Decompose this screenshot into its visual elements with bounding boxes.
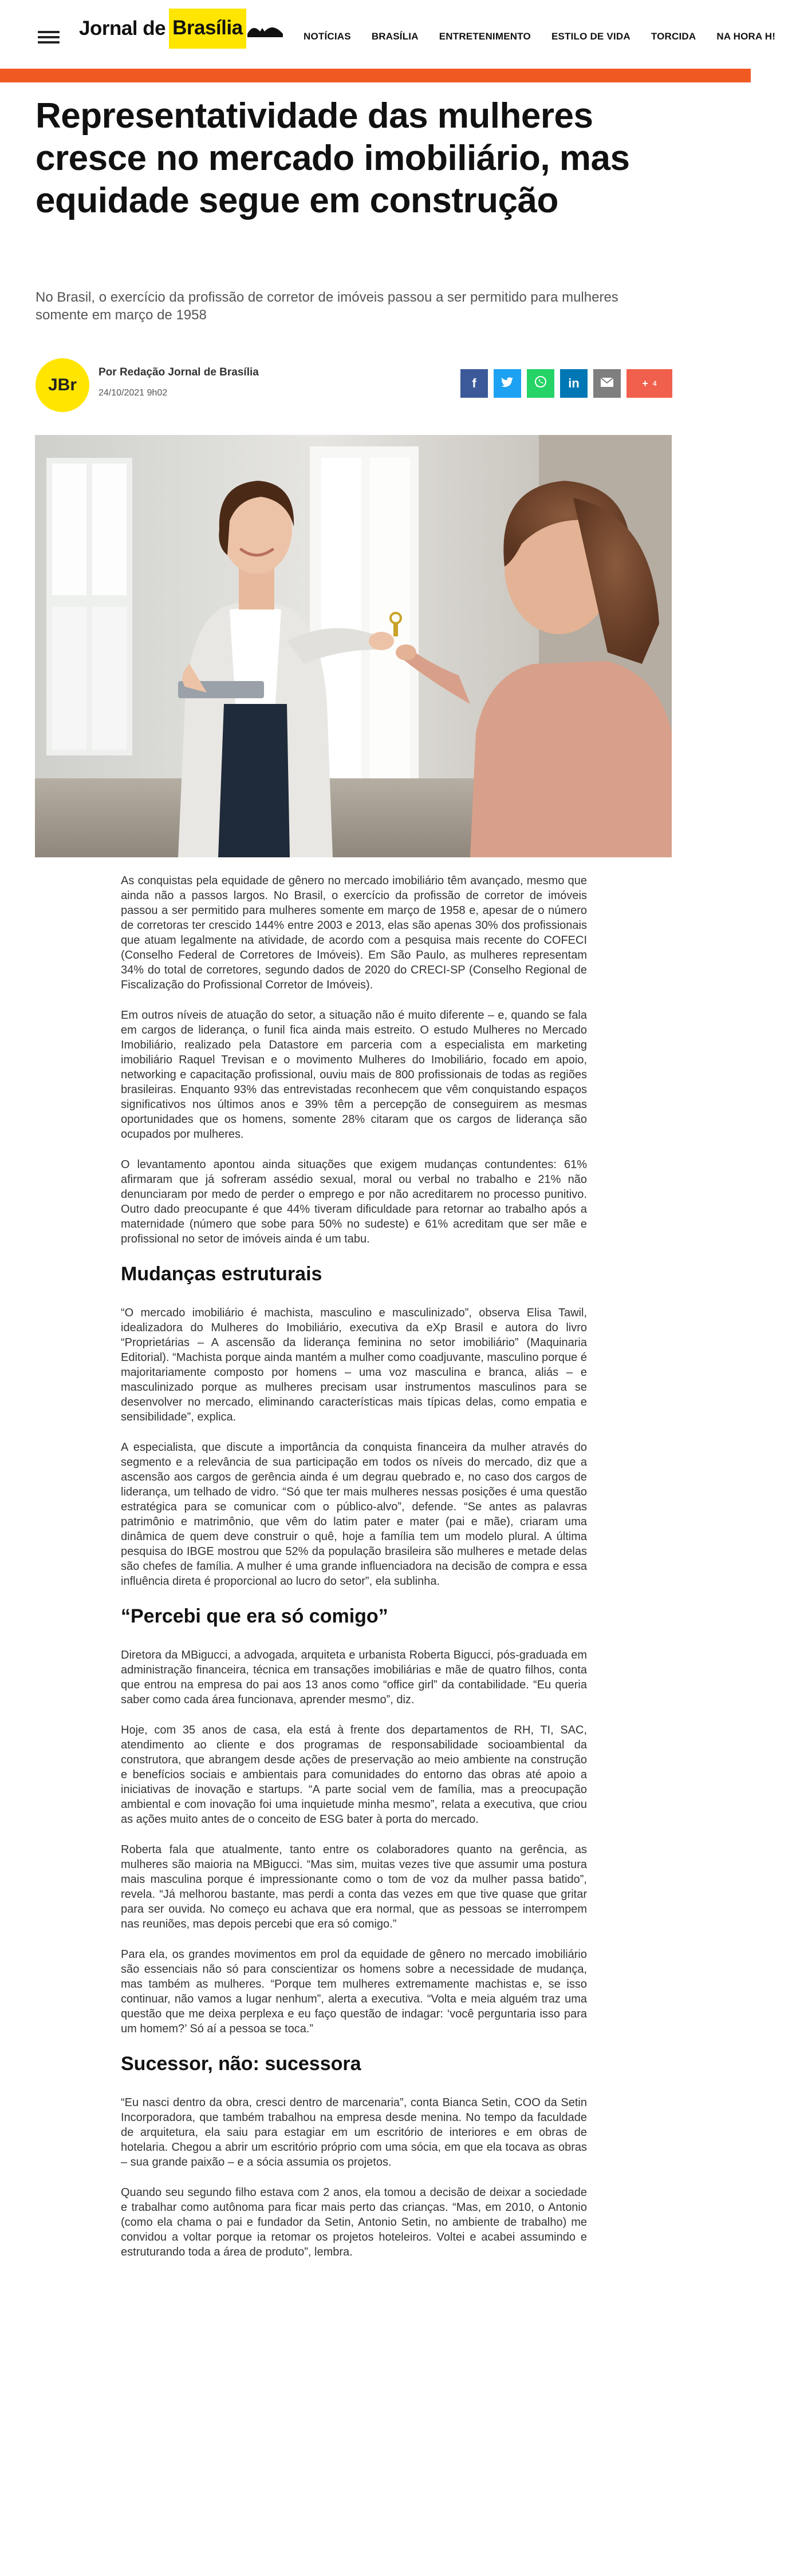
section-heading: Sucessor, não: sucessora: [121, 2053, 361, 2075]
skyline-icon: [247, 20, 283, 37]
paragraph: Em outros níveis de atuação do setor, a situação não é muito diferente – e, quando se fala em cargos de liderança, o funil fica ainda mais estreito. O estudo Mulheres no Mercado Imobiliário, realizado pela Datastore em parceria com a especialista em marketing imobiliário Raquel Trevisan e o movimento Mulheres do Imobiliário, focado em apoio, networking e capacitação profissional, ouviu mais de 800 profissionais de todas as regiões brasileiras. Enquanto 93% das entrevistadas reconhecem que vêm conquistando espaços significativos nos últimos anos e 39% têm a percepção de conseguirem as mesmas oportunidades que os homens, somente 28% citaram que os cargos de liderança são ocupados por mulheres.: [121, 1009, 587, 1141]
paragraph: O levantamento apontou ainda situações que exigem mudanças contundentes: 61% afirmaram que já sofreram assédio sexual, moral ou verbal no trabalho e 21% não denunciaram por medo de perder o emprego e por não acreditarem no processo punitivo. Outro dado preocupante é que 44% tiveram dificuldade para retornar ao trabalho após a maternidade (número que sobe para 50% no sudeste) e 61% acreditam que ser mãe e profissional no setor de imóveis ainda é um tabu.: [121, 1158, 587, 1245]
paragraph: “Eu nasci dentro da obra, cresci dentro de marcenaria”, conta Bianca Setin, COO da Setin Incorporadora, que também trabalhou na empresa desde menina. No tempo da faculdade de arquitetura, ela saiu para estagiar em um escritório de interiores e em obras de hotelaria. Chegou a abrir um escritório próprio com uma sócia, em que ela tocava as obras – sua grande paixão – e a sócia assumia os projetos.: [121, 2096, 587, 2169]
article-title: Representatividade das mulheres cresce no mercado imobiliário, mas equidade segue em construção: [36, 96, 630, 220]
more-share-button[interactable]: [626, 369, 672, 398]
menu-icon[interactable]: [38, 31, 60, 43]
publish-date: 24/10/2021 9h02: [98, 388, 168, 398]
share-bar: [460, 369, 672, 398]
paragraph: As conquistas pela equidade de gênero no mercado imobiliário têm avançado, mesmo que ainda não a passos largos. No Brasil, o exercício da profissão de corretor de imóveis passou a ser permitido para mulheres somente em março de 1958 e, apesar de o número de corretoras ter crescido 144% entre 2003 e 2013, elas são apenas 30% dos profissionais que atuam legalmente na atividade, de acordo com a pesquisa mais recente do COFECI (Conselho Federal de Corretores de Imóveis). Em São Paulo, as mulheres representam 34% do total de corretores, segundo dados de 2020 do CRECI-SP (Conselho Regional de Fiscalização do Profissional Corretor de Imóveis).: [121, 875, 587, 991]
byline: [36, 358, 379, 413]
paragraph: Diretora da MBigucci, a advogada, arquiteta e urbanista Roberta Bigucci, pós-graduada em administração financeira, técnica em transações imobiliárias e mãe de quatro filhos, conta que entrou na empresa do pai aos 13 anos como “office girl” da contabilidade. “Eu queria saber como cada área funcionava, aprender mesmo”, diz.: [121, 1649, 587, 1706]
linkedin-share-button[interactable]: [560, 369, 588, 398]
paragraph: “O mercado imobiliário é machista, masculino e masculinizado”, observa Elisa Tawil, idealizadora do Mulheres do Imobiliário, executiva da eXp Brasil e autora do livro “Proprietárias – A ascensão da liderança feminina no setor imobiliário” (Maquinaria Editorial). “Machista porque ainda mantém a mulher como coadjuvante, masculino porque é majoritariamente composto por homens – uma voz masculina e branca, aliás – e masculinizado porque as mulheres precisam usar instrumentos masculinos para se desenvolver no mercado, eliminando características mais típicas delas, como empatia e sensibilidade”, explica.: [121, 1307, 587, 1423]
email-icon: [600, 376, 614, 391]
twitter-icon: [501, 376, 514, 391]
paragraph: Hoje, com 35 anos de casa, ela está à frente dos departamentos de RH, TI, SAC, atendimento ao cliente e dos programas de responsabilidade socioambiental da construtora, que abrangem desde ações de preservação ao meio ambiente na construção e benefícios sociais e ambientais para comunidades do entorno das obras até apoio a iniciativas de inovação e startups. “A parte social vem de família, mas a preocupação ambiental e com inovação foi uma inquietude minha mesmo”, relata a executiva, que criou as ações muito antes de o conceito de ESG bater à porta do mercado.: [121, 1724, 587, 1826]
author-avatar[interactable]: JBr: [36, 358, 89, 412]
main-nav: [304, 31, 796, 42]
whatsapp-share-button[interactable]: [527, 369, 554, 398]
paragraph: A especialista, que discute a importância da conquista financeira da mulher através do segmento e a relevância de sua participação em todos os níveis do mercado, diz que a ascensão aos cargos de gerência ainda é um degrau quebrado e, no caso dos cargos de liderança, um telhado de vidro. “Só que ter mais mulheres nessas posições é uma questão estratégica para se comunicar com o público-alvo”, defende. “Se antes as palavras patrimônio e matrimônio, que vêm do latim pater e mater (pai e mãe), criaram uma dinâmica de quem deve construir o quê, hoje a família tem um modelo plural. A última pesquisa do IBGE mostrou que 52% da população brasileira são mulheres e metade delas são chefes de família. A mulher é uma grande influenciadora na decisão de compra e essa influência direta é proporcional ao lucro do setor”, ela sublinha.: [121, 1441, 587, 1588]
logo-text-part1: Jornal de: [79, 17, 166, 39]
whatsapp-icon: [534, 375, 547, 392]
author-name[interactable]: Por Redação Jornal de Brasília: [98, 366, 259, 378]
photo-realtor-handing-keys: [35, 435, 672, 857]
linkedin-icon: in: [568, 376, 580, 390]
article-lede: No Brasil, o exercício da profissão de corretor de imóveis passou a ser permitido para mulheres somente em março de 1958: [36, 290, 618, 323]
section-heading: “Percebi que era só comigo”: [121, 1605, 388, 1627]
article-body: [121, 873, 587, 2275]
accent-bar: [0, 69, 751, 82]
nav-item-torcida[interactable]: TORCIDA: [651, 31, 696, 42]
nav-item-brasilia[interactable]: BRASÍLIA: [371, 31, 419, 42]
facebook-share-button[interactable]: [460, 369, 488, 398]
site-header: [0, 0, 776, 69]
paragraph: Para ela, os grandes movimentos em prol da equidade de gênero no mercado imobiliário são essenciais não só para conscientizar os homens sobre a necessidade de mudança, mas também as mulheres. “Porque tem mulheres extremamente machistas e, se isso continuar, não vamos a lugar nenhum”, alerta a executiva. “Volta e meia alguém traz uma questão que me deixa perplexa e eu faço questão de indagar: ‘você perguntaria isso para um homem?’ Só aí a pessoa se toca.”: [121, 1948, 587, 2035]
logo-text-part2: Brasília: [169, 9, 246, 49]
paragraph: Roberta fala que atualmente, tanto entre os colaboradores quanto na gerência, as mulheres são maioria na MBigucci. “Mas sim, muitas vezes tive que assumir uma postura mais masculina porque é impressionante como o tom de voz da mulher passa batido”, revela. “Já melhorou bastante, mas perdi a conta das vezes em que tive quase que gritar para ser ouvida. No começo eu achava que era normal, que as pessoas se interrompem nas reuniões, mas depois percebi que era só comigo.”: [121, 1843, 587, 1930]
nav-item-noticias[interactable]: NOTÍCIAS: [304, 31, 351, 42]
featured-image: [35, 435, 672, 857]
paragraph: Quando seu segundo filho estava com 2 anos, ela tomou a decisão de deixar a sociedade e trabalhar como autônoma para ficar mais perto das crianças. “Mas, em 2010, o Antonio (como ela chama o pai e fundador da Setin, Antonio Setin, no ambiente de trabalho) me convidou a voltar porque ia retomar os projetos hoteleiros. Voltei e acabei assumindo e estruturando toda a área de produto”, lembra.: [121, 2186, 587, 2258]
site-logo[interactable]: [79, 5, 283, 53]
facebook-icon: f: [472, 376, 476, 390]
nav-item-na-hora-h[interactable]: NA HORA H!: [716, 31, 776, 42]
share-count: 4: [652, 379, 657, 387]
twitter-share-button[interactable]: [494, 369, 521, 398]
plus-icon: +: [642, 377, 648, 389]
section-heading: Mudanças estruturais: [121, 1263, 322, 1285]
nav-item-estilo-de-vida[interactable]: ESTILO DE VIDA: [551, 31, 631, 42]
nav-item-entretenimento[interactable]: ENTRETENIMENTO: [439, 31, 531, 42]
email-share-button[interactable]: [593, 369, 621, 398]
